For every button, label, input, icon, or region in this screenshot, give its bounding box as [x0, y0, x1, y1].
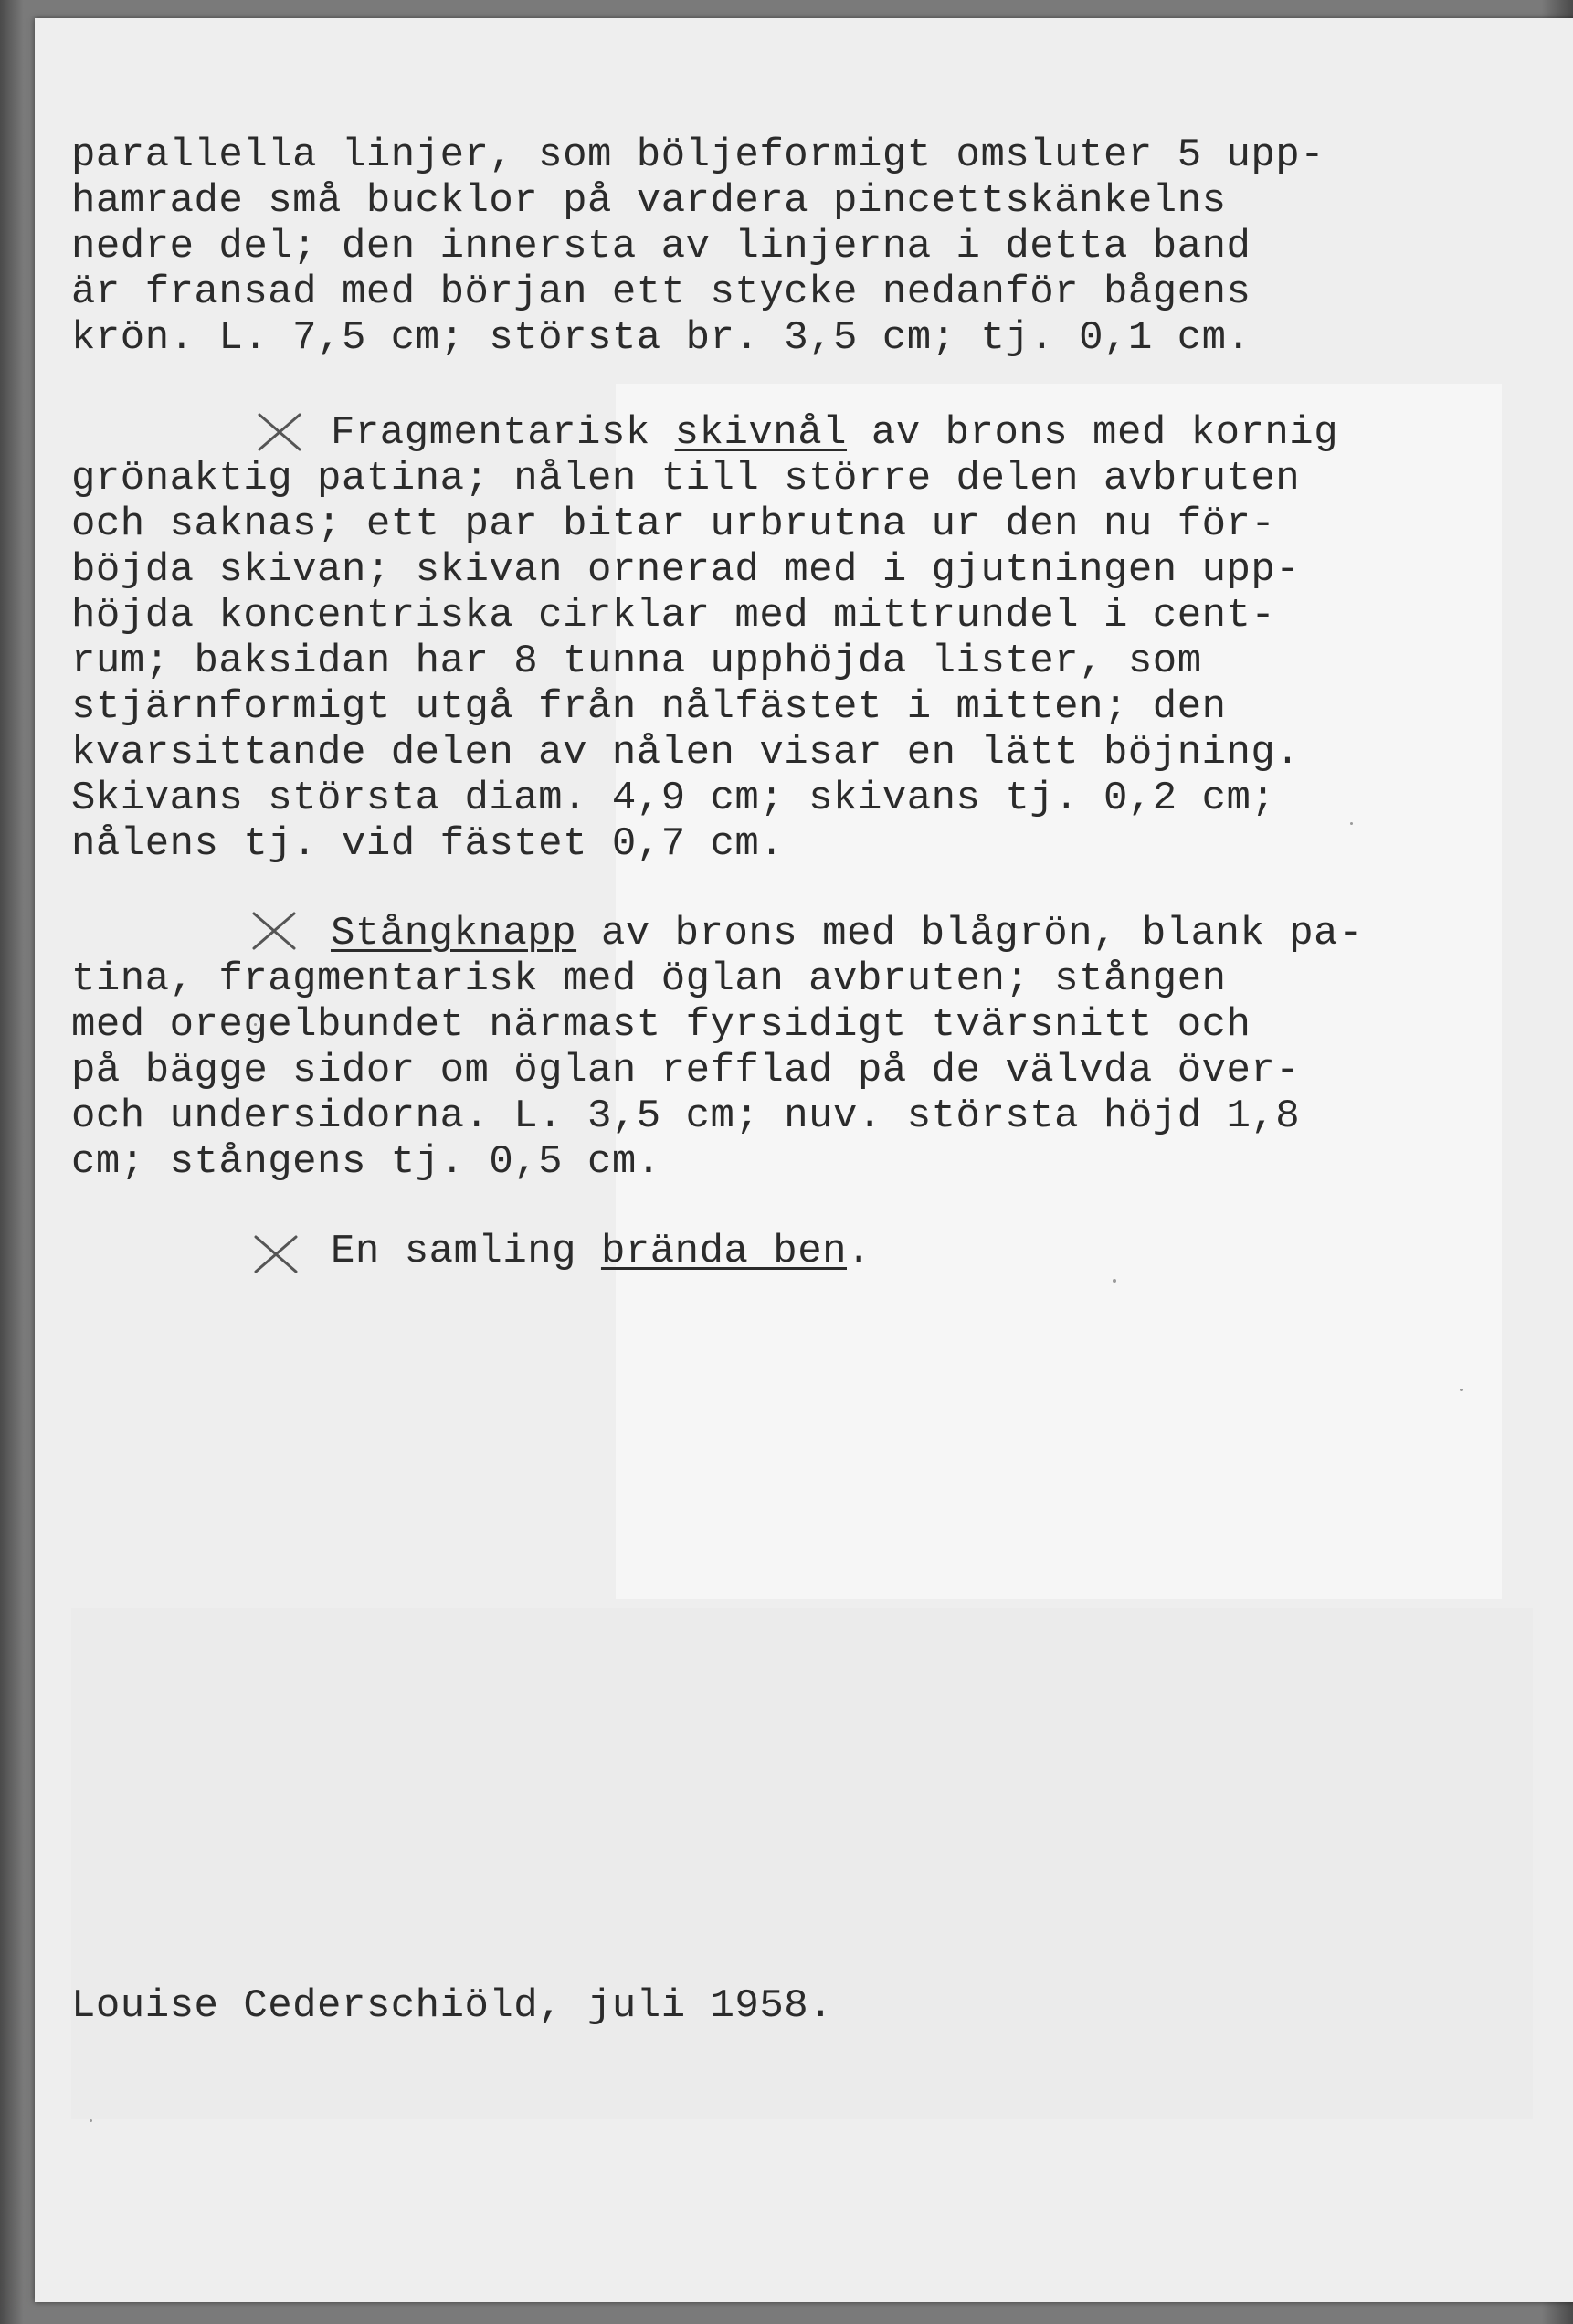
- signature-line: Louise Cederschiöld, juli 1958.: [71, 1983, 834, 2029]
- text-line: på bägge sidor om öglan refflad på de välvda över-: [71, 1048, 1301, 1093]
- heading-suffix: .: [847, 1229, 871, 1274]
- text-line: höjda koncentriska cirklar med mittrundel i cent-: [71, 593, 1276, 639]
- text-line: hamrade små bucklor på vardera pincettskänkelns: [71, 178, 1227, 224]
- text-line: med oregelbundet närmast fyrsidigt tvärsnitt och: [71, 1002, 1251, 1048]
- object-term-branda-ben: brända ben: [600, 1229, 847, 1274]
- text-line: tina, fragmentarisk med öglan avbruten; stången: [71, 956, 1227, 1002]
- text-line: stjärnformigt utgå från nålfästet i mitten; den: [71, 684, 1227, 730]
- text-line: cm; stångens tj. 0,5 cm.: [71, 1139, 661, 1185]
- paragraph-heading-line: [331, 411, 1338, 455]
- text-line: och undersidorna. L. 3,5 cm; nuv. största höjd 1,8: [71, 1093, 1301, 1139]
- text-line: krön. L. 7,5 cm; största br. 3,5 cm; tj. 0,1 cm.: [71, 315, 1251, 361]
- text-line: Skivans största diam. 4,9 cm; skivans tj. 0,2 cm;: [71, 776, 1276, 821]
- paragraph-heading-line: [331, 912, 1363, 956]
- text-line: kvarsittande delen av nålen visar en lätt böjning.: [71, 730, 1301, 776]
- x-mark-icon: [254, 409, 305, 453]
- text-line: nedre del; den innersta av linjerna i detta band: [71, 224, 1251, 269]
- text-line: är fransad med början ett stycke nedanför bågens: [71, 269, 1251, 315]
- text-line: rum; baksidan har 8 tunna upphöjda lister, som: [71, 639, 1202, 684]
- x-mark-icon: [250, 1231, 301, 1275]
- text-line: och saknas; ett par bitar urbrutna ur den nu för-: [71, 502, 1276, 547]
- text-line: nålens tj. vid fästet 0,7 cm.: [71, 821, 785, 867]
- heading-prefix: En samling: [331, 1229, 601, 1274]
- heading-suffix: av brons med kornig: [847, 410, 1339, 456]
- heading-suffix: av brons med blågrön, blank pa-: [576, 911, 1363, 956]
- object-term-skivnal: skivnål: [674, 410, 848, 456]
- text-line: böjda skivan; skivan ornerad med i gjutningen upp-: [71, 547, 1301, 593]
- x-mark-icon: [248, 908, 300, 952]
- text-line: parallella linjer, som böljeformigt omsluter 5 upp-: [71, 132, 1325, 178]
- paragraph-heading-line: [331, 1230, 871, 1273]
- heading-prefix: Fragmentarisk: [331, 410, 675, 456]
- text-line: grönaktig patina; nålen till större delen avbruten: [71, 456, 1301, 502]
- object-term-stangknapp: Stångknapp: [331, 911, 577, 956]
